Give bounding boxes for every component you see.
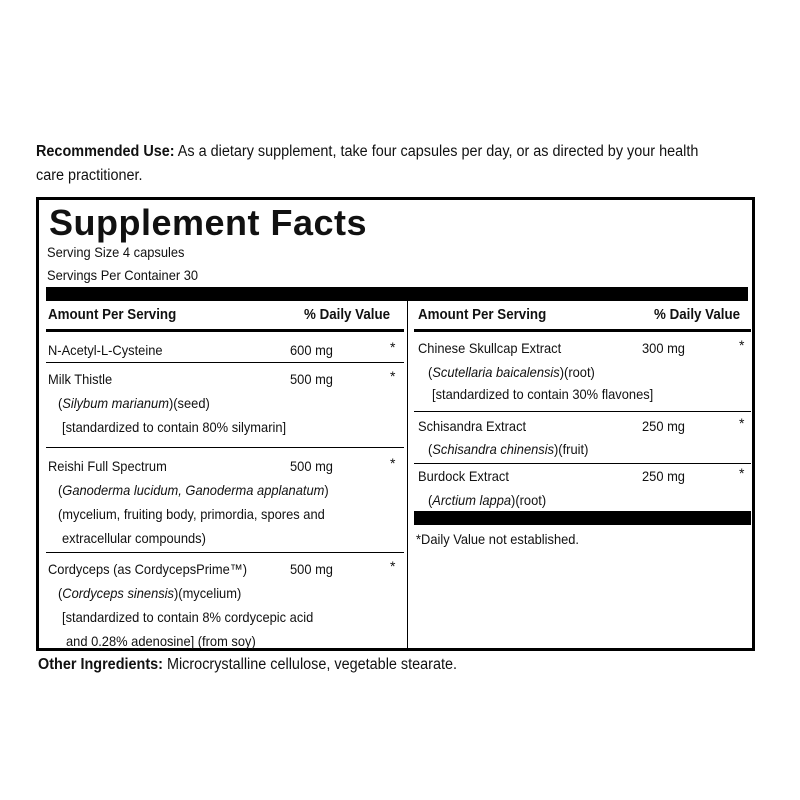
right-column [414, 301, 751, 648]
nutrient-name: N-Acetyl-L-Cysteine [48, 342, 163, 358]
nutrient-dv: * [739, 465, 745, 481]
plant-part: (fruit) [558, 441, 589, 457]
nutrient-description: (mycelium, fruiting body, primordia, spores and [58, 506, 325, 522]
nutrient-dv: * [390, 339, 396, 355]
latin-name: Arctium lappa [432, 492, 512, 508]
nutrient-name: Milk Thistle [48, 371, 113, 387]
recommended-use [36, 140, 706, 188]
latin-name: Schisandra chinensis [432, 441, 555, 457]
nutrient-row [46, 332, 404, 363]
left-column [46, 301, 404, 648]
nutrient-latin-line: (Scutellaria baicalensis)(root) [428, 364, 595, 380]
recommended-use-line2: care practitioner. [36, 167, 143, 184]
latin-name: Ganoderma lucidum, Ganoderma applanatum [62, 482, 325, 498]
serving-size: Serving Size 4 capsules [47, 244, 185, 260]
other-ingredients-text: Microcrystalline cellulose, vegetable stearate. [166, 656, 458, 673]
nutrient-latin-line: (Arctium lappa)(root) [428, 492, 547, 508]
recommended-use-text: As a dietary supplement, take four capsules per day, or as directed by your health [177, 143, 699, 160]
nutrient-row [414, 412, 751, 464]
heavy-divider [46, 287, 748, 301]
nutrient-dv: * [390, 368, 396, 384]
right-column-header [414, 301, 751, 332]
servings-per-container: Servings Per Container 30 [47, 267, 199, 283]
plant-part: (root) [515, 492, 547, 508]
plant-part: (mycelium) [178, 585, 242, 601]
standardization: [standardized to contain 8% cordycepic acid [62, 609, 314, 625]
nutrient-dv: * [739, 415, 745, 431]
nutrient-description: extracellular compounds) [62, 530, 206, 546]
heavy-divider [414, 511, 751, 525]
nutrient-amount: 300 mg [642, 340, 685, 356]
amount-header: Amount Per Serving [418, 307, 547, 323]
nutrient-latin-line: (Schisandra chinensis)(fruit) [428, 441, 589, 457]
nutrient-dv: * [390, 455, 396, 471]
recommended-use-label: Recommended Use: [36, 143, 175, 160]
dv-header: % Daily Value [654, 307, 741, 323]
nutrient-name: Reishi Full Spectrum [48, 458, 167, 474]
other-ingredients [38, 656, 457, 674]
nutrient-dv: * [390, 558, 396, 574]
nutrient-row [46, 363, 404, 448]
nutrient-row [414, 464, 751, 514]
nutrient-latin-line: (Ganoderma lucidum, Ganoderma applanatum) [58, 482, 329, 498]
amount-header: Amount Per Serving [48, 307, 177, 323]
nutrient-amount: 250 mg [642, 418, 685, 434]
left-column-header [46, 301, 404, 332]
standardization: [standardized to contain 30% flavones] [432, 386, 654, 402]
nutrient-dv: * [739, 337, 745, 353]
plant-part: (root) [564, 364, 595, 380]
nutrient-name: Burdock Extract [418, 468, 509, 484]
nutrient-name: Schisandra Extract [418, 418, 527, 434]
nutrient-amount: 250 mg [642, 468, 685, 484]
column-divider [407, 301, 408, 648]
other-ingredients-label: Other Ingredients: [38, 656, 163, 673]
dv-header: % Daily Value [304, 307, 391, 323]
latin-name: Silybum marianum [62, 395, 169, 411]
nutrient-amount: 600 mg [290, 342, 333, 358]
nutrient-row [46, 553, 404, 657]
latin-name: Cordyceps sinensis [62, 585, 174, 601]
nutrient-amount: 500 mg [290, 458, 333, 474]
facts-title: Supplement Facts [49, 202, 368, 243]
nutrient-row [46, 448, 404, 553]
standardization: and 0.28% adenosine] (from soy) [66, 633, 256, 649]
nutrient-latin-line: (Silybum marianum)(seed) [58, 395, 210, 411]
supplement-facts-panel [36, 197, 755, 651]
nutrient-amount: 500 mg [290, 371, 333, 387]
standardization: [standardized to contain 80% silymarin] [62, 419, 287, 435]
nutrient-latin-line: (Cordyceps sinensis)(mycelium) [58, 585, 242, 601]
plant-part: (seed) [173, 395, 210, 411]
recommended-use-line1 [36, 140, 706, 164]
nutrient-name: Cordyceps (as CordycepsPrime™) [48, 561, 247, 577]
nutrient-row [414, 332, 751, 412]
latin-name: Scutellaria baicalensis [432, 364, 560, 380]
dv-footnote: *Daily Value not established. [416, 531, 580, 547]
nutrient-amount: 500 mg [290, 561, 333, 577]
nutrient-name: Chinese Skullcap Extract [418, 340, 562, 356]
